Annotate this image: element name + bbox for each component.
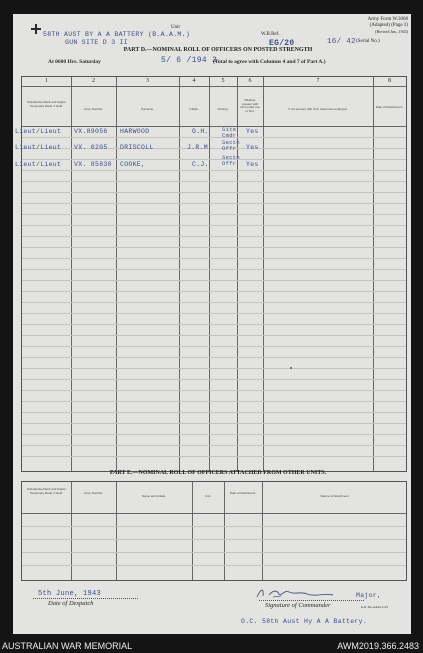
- date-suffix: (Total to agree with Columns 4 and 7 of Part A.): [213, 59, 326, 65]
- signature-rule: [259, 600, 364, 601]
- hole-punch-mark: [31, 28, 41, 30]
- cell-present: Yes: [246, 161, 259, 168]
- print-code: G.P. No.A444 1/43: [361, 605, 388, 609]
- part-e-title: PART E.—NOMINAL ROLL OF OFFICERS ATTACHED FROM OTHER UNITS.: [109, 470, 327, 476]
- form-adapted: (Adapted) (Page 2): [369, 23, 408, 28]
- cell-army-number: VX. 85830: [74, 161, 112, 168]
- date-value: 5/ 6 /194 3: [161, 56, 218, 65]
- cell-army-number: VX. 6205: [74, 144, 108, 151]
- column-header: Date of Detachment.: [375, 105, 404, 109]
- serial-number-value: 16/ 42: [327, 38, 356, 46]
- commander-signature: [251, 585, 351, 601]
- caption-left: AUSTRALIAN WAR MEMORIAL: [2, 641, 133, 651]
- wb-ref-code: EG/20: [269, 39, 295, 48]
- column-header: Substantive Rank and Higher Temporary Rank, if Held.: [26, 100, 67, 108]
- column-header-row: [22, 86, 406, 127]
- cell-rank: Lieut/Lieut: [15, 128, 62, 135]
- cell-initials: G.H.: [192, 128, 209, 135]
- column-number: 5: [221, 78, 225, 84]
- part-d-title: PART D.—NOMINAL ROLL OF OFFICERS ON POSTED STRENGTH: [123, 47, 313, 53]
- despatch-date-rule: [33, 598, 138, 599]
- part-e-table: [21, 481, 407, 581]
- column-header: Whether present with Unit (mark Yes or No).: [240, 98, 260, 113]
- column-number: 1: [45, 78, 48, 84]
- column-number: 4: [192, 78, 196, 84]
- column-header: Initials.: [189, 107, 199, 111]
- part-e-column-header: Substantive Rank and Higher Temporary Rank, if Held.: [26, 487, 67, 495]
- form-sheet: [13, 14, 411, 634]
- cell-surname: DRISCOLL: [120, 144, 154, 151]
- part-d-table: [15, 76, 407, 472]
- pencil-mark: [290, 367, 292, 369]
- cell-present: Yes: [246, 128, 259, 135]
- despatch-date-label: Date of Despatch: [48, 600, 94, 607]
- cell-posting: Site Cmdr: [222, 126, 237, 139]
- cell-rank: Lieut/Lieut: [15, 144, 62, 151]
- cell-army-number: VX.89056: [74, 128, 108, 135]
- part-e-column-header: Unit.: [204, 494, 212, 498]
- column-number: 6: [248, 78, 252, 84]
- unit-label: Unit: [171, 25, 180, 30]
- signature-label: Signature of Commander: [265, 602, 331, 609]
- cell-surname: HARWOOD: [120, 128, 150, 135]
- column-number: 7: [316, 78, 320, 84]
- column-number: 2: [92, 78, 95, 84]
- column-header: Army Number.: [83, 107, 104, 111]
- despatch-date-value: 5th June, 1943: [38, 590, 102, 598]
- part-e-column-header: Name and Initials.: [141, 494, 166, 498]
- cell-initials: C.J.: [192, 161, 209, 168]
- caption-right: AWM2019.366.2483: [337, 641, 419, 651]
- column-header: Surname.: [140, 107, 154, 111]
- cell-initials: J.R.M.: [187, 144, 213, 151]
- cell-rank: Lieut/Lieut: [15, 161, 62, 168]
- part-e-column-header: Army Number.: [83, 491, 104, 495]
- unit-value-2: GUN SITE D 3 II: [65, 39, 129, 46]
- signature-rank: Major,: [356, 592, 382, 599]
- column-header: If not present with Unit, state how employed.: [288, 107, 348, 111]
- part-e-column-header: Date of Attachment.: [229, 491, 257, 495]
- column-number: 3: [146, 78, 149, 84]
- cell-posting: Sectn Offr: [222, 139, 241, 152]
- part-e-column-header: Nature of Attachment.: [320, 494, 350, 498]
- cell-surname: COOKE,: [120, 161, 146, 168]
- column-header: Posting.: [217, 107, 229, 111]
- cell-posting: Sectn Offr: [222, 154, 241, 167]
- wb-ref-label: W.B.Ref.: [261, 32, 280, 37]
- column-number: 8: [388, 78, 391, 84]
- date-prefix: At 0600 Hrs. Saturday: [48, 59, 101, 65]
- serial-number-label: (Serial No.): [356, 39, 380, 44]
- unit-value: 58TH AUST BY A A BATTERY (B.A.A.M.): [43, 31, 191, 38]
- form-name: Army Form W.3008: [367, 17, 408, 22]
- row-grid: [22, 126, 406, 472]
- form-revised: (Revised Jan., 1943): [375, 29, 408, 34]
- signature-unit: O.C. 58th Aust Hy A A Battery.: [241, 618, 368, 625]
- cell-present: Yes: [246, 144, 259, 151]
